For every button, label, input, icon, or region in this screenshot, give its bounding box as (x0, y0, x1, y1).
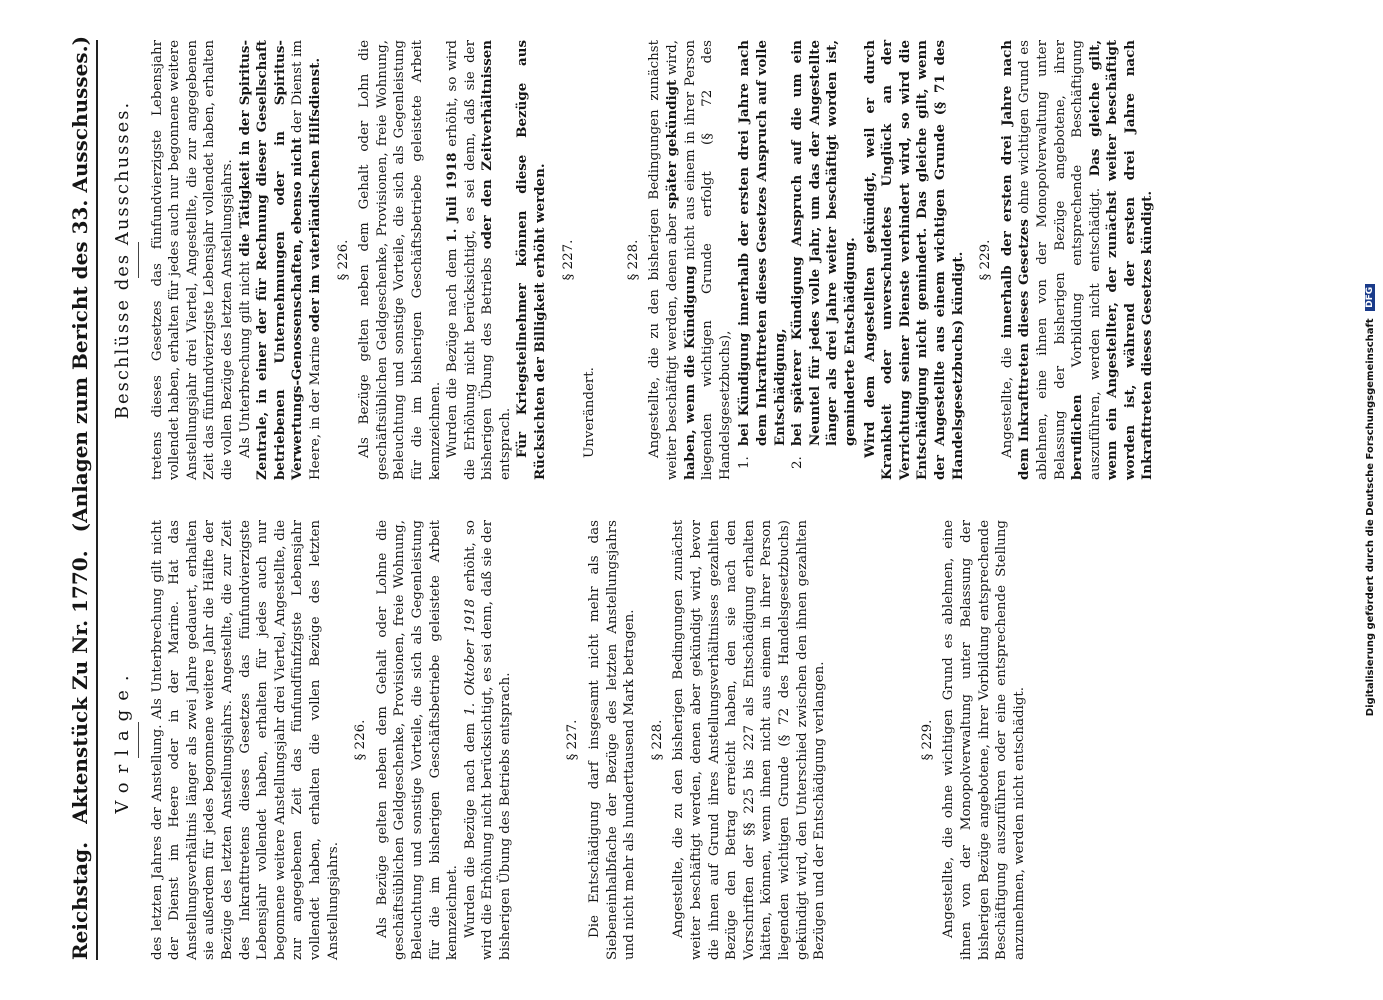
left-section-227: § 227. (565, 719, 581, 761)
list-item (789, 40, 859, 452)
right-p229-b: innerhalb der ersten drei Jahre nach dem Inkrafttreten dieses Gesetzes (998, 40, 1033, 480)
right-p226-2d: entsprach. (497, 407, 513, 480)
header-subtitle: (Anlagen zum Bericht des 33. Ausschusses.) (68, 35, 92, 533)
left-p1-b: Hat das Anstellungsverhältnis länger als zwei Jahre gedauert, erhalten sie außerdem für jedes begonnene weitere Jahr die Hälfte der Bezüge des letzten Anstellungsjahrs. (167, 520, 235, 960)
right-p2-c: der Dienst im Heere, in der Marine (290, 40, 323, 480)
right-section-227: § 227. (560, 239, 576, 281)
title-rule (138, 722, 139, 758)
right-item-2: bei späterer Kündigung Anspruch auf die um ein Neuntel für jedes volle Jahr, um das der Angestellte länger als drei Jahre weiter beschäftigt worden ist, geminderte Entschädigung. (789, 40, 858, 446)
right-section-229: § 229. (978, 239, 994, 281)
right-p228-f (862, 40, 968, 480)
left-p228: Angestellte, die zu den bisherigen Bedingungen zunächst weiter beschäftigt werden, denen aber gekündigt wird, bevor die ihnen auf Grund ihres Anstellungsverhältnisses gezahlten Bezüge den Betrag erreicht haben, den sie nach den Vorschriften der §§ 225 bis 227 als Entschädigung erhalten hätten, können, wenn ihnen nicht aus einem in ihrer Person liegenden wichtigen Grunde (§ 72 des Handelsgesetzbuchs) gekündigt wird, den Unterschied zwischen den ihnen gezahlten Bezügen und der Entschädigung verlangen. (671, 520, 828, 960)
spacer (829, 520, 869, 960)
beschluesse-title: Beschlüsse des Ausschusses. (112, 100, 133, 420)
left-p1-a: des letzten Jahres der Anstellung. Als Unterbrechung gilt nicht der Dienst im Heere oder in der Marine. (149, 520, 183, 960)
digitization-credit (1365, 0, 1376, 1000)
right-p229-d: beruflichen (1069, 394, 1086, 480)
right-section-228: § 228. (625, 239, 641, 281)
right-p2-b: die Tätigkeit in der Spiritus-Zentrale, in einer der für Rechnung dieser Gesellschaft betriebenen Unternehmungen oder in Spiritus-Verwertungs-Genossenschaften, ebenso nicht (236, 40, 306, 480)
title-rule (138, 242, 139, 278)
right-p228-c: wird, (665, 40, 681, 76)
right-p228-b: später gekündigt (664, 79, 681, 209)
vorlage-title: Vorlage. (112, 666, 133, 814)
column-beschluesse (108, 40, 1157, 480)
right-section-226: § 226. (335, 239, 351, 281)
right-p226-2b: erhöht, so wird die Erhöhung nicht berücksichtigt, es sei denn, daß sie der bisherigen Übung des Betriebs (445, 40, 496, 480)
left-p226-2b: erhöht, so wird die Erhöhung nicht berücksichtigt, es sei denn, daß sie der bisherigen Übung des Betriebs entsprach. (462, 520, 513, 960)
header-reichstag: Reichstag. (68, 841, 92, 960)
right-p229-a: Angestellte, die (999, 347, 1015, 458)
right-p226-3 (514, 40, 549, 480)
right-p228-a: Angestellte, die zu den bisherigen Bedingungen zunächst weiter beschäftigt werden, denen aber (647, 40, 681, 480)
right-p228 (646, 40, 734, 480)
right-p226-1: Als Bezüge gelten neben dem Gehalt oder Lohn die geschäftsüblichen Geldgeschenke, Provisionen, freie Wohnung, Beleuchtung und sonstige Vorteile, die sich als Gegenleistung für die im bisherigen Geschäftsbetriebe geleistete Arbeit kennzeichnen. (357, 40, 443, 480)
spacer (599, 40, 615, 480)
left-p1-c: Angestellte, die zur Zeit des Inkrafttretens dieses Gesetzes das fünfundvierzigste Lebensjahr vollendet haben, erhalten für jedes auch nur begonnene weitere Anstellungsjahr drei Viertel, Angestellte, die zur angegebenen Zeit das fünfundfünfzigste Lebensjahr vollendet haben, erhalten die vollen Bezüge des letzten Anstellungsjahrs. (219, 520, 341, 960)
left-paragraph-1 (149, 520, 343, 960)
right-p226-2c: oder den Zeitverhältnissen (479, 40, 496, 250)
left-p229: Angestellte, die ohne wichtigen Grund es ablehnen, eine ihnen von der Monopolverwaltung unter Belassung der bisherigen Bezüge angebotene, ihrer Vorbildung entsprechende Beschäftigung auszuführen oder eine entsprechende Stellung anzunehmen, werden nicht entschädigt. (941, 520, 1027, 960)
left-p227: Die Entschädigung darf insgesamt nicht mehr als das Siebeneinhalbfache der Bezüge des letzten Anstellungsjahrs und nicht mehr als hunderttausend Mark betragen. (587, 520, 638, 960)
right-paragraph-1: tretens dieses Gesetzes das fünfundvierzigste Lebensjahr vollendet haben, erhalten für jedes auch nur begonnene weitere Anstellungsjahr drei Viertel, Angestellte, die zur angegebenen Zeit das fünfundvierzigste Lebensjahr vollendet haben, erhalten die vollen Bezüge des letzten Anstellungsjahrs. (149, 40, 235, 480)
page-header (58, 35, 98, 960)
left-section-229: § 229. (919, 719, 935, 761)
right-p2-d: oder im vaterländischen Hilfsdienst. (306, 57, 323, 333)
credit-text: Digitalisierung gefördert durch die Deutsche Forschungsgemeinschaft (1365, 318, 1376, 717)
spacer (514, 520, 554, 960)
left-p226-date: 1. Oktober 1918 (462, 598, 478, 716)
left-section-228: § 228. (649, 719, 665, 761)
right-p226-3-text: Für Kriegsteilnehmer können diese Bezüge aus Rücksichten der Billigkeit erhöht werden. (514, 40, 549, 480)
right-paragraph-2 (237, 40, 325, 480)
right-p2-a: Als Unterbrechung gilt nicht (237, 261, 253, 458)
right-p228-e: nicht aus einem in ihrer Person liegenden wichtigen Grunde erfolgt (§ 72 des Handelsgesetzbuchs), (682, 40, 733, 480)
right-p229-e: Vorbildung entsprechende Beschäftigung auszuführen, werden nicht entschädigt. (1070, 40, 1103, 480)
header-title: Aktenstück Zu Nr. 1770. (68, 550, 92, 824)
column-vorlage (108, 520, 1028, 960)
right-item-1: bei Kündigung innerhalb der ersten drei Jahre nach dem Inkrafttreten dieses Gesetzes Anspruch auf volle Entschädigung, (736, 40, 788, 446)
dfg-badge: DFG (1365, 284, 1375, 311)
left-p226-2 (462, 520, 515, 960)
right-p226-2 (444, 40, 514, 480)
right-p229 (999, 40, 1157, 480)
spacer (869, 520, 909, 960)
right-p229-f: Das gleiche gilt, wenn ein Angestellter, der zunächst weiter beschäftigt worden ist, während der ersten drei Jahre nach Inkrafttreten dieses Gesetzes kündigt. (1086, 39, 1156, 480)
right-p228-f-text: Wird dem Angestellten gekündigt, weil er durch Krankheit oder unverschuldetes Unglück an der Verrichtung seiner Dienste verhindert wird, so wird die Entschädigung nicht gemindert. Das gleiche gilt, wenn der Angestellte aus einem wichtigen Grunde (§ 71 des Handelsgesetzbuchs) kündigt. (861, 40, 966, 480)
list-item (736, 40, 789, 452)
right-p226-date: 1. Juli 1918 (444, 152, 461, 243)
left-p226-2a: Wurden die Bezüge nach dem (462, 722, 478, 938)
right-p226-2a: Wurden die Bezüge nach dem (445, 248, 461, 458)
right-p228-d: haben, wenn die Kündigung (681, 265, 698, 480)
right-p229-c: ohne wichtigen Grund es ablehnen, eine ihnen von der Monopolverwaltung unter Belassung der bisherigen Bezüge angebotene, ihrer (1017, 40, 1068, 480)
left-section-226: § 226. (353, 719, 369, 761)
right-p228-list (736, 40, 859, 480)
right-p227: Unverändert. (582, 367, 598, 458)
left-p226-1: Als Bezüge gelten neben dem Gehalt oder Lohne die geschäftsüblichen Geldgeschenke, Provisionen, freie Wohnung, Beleuchtung und sonstige Vorteile, die sich als Gegenleistung für die im bisherigen Geschäftsbetriebe geleistete Arbeit kennzeichnet. (374, 520, 461, 960)
